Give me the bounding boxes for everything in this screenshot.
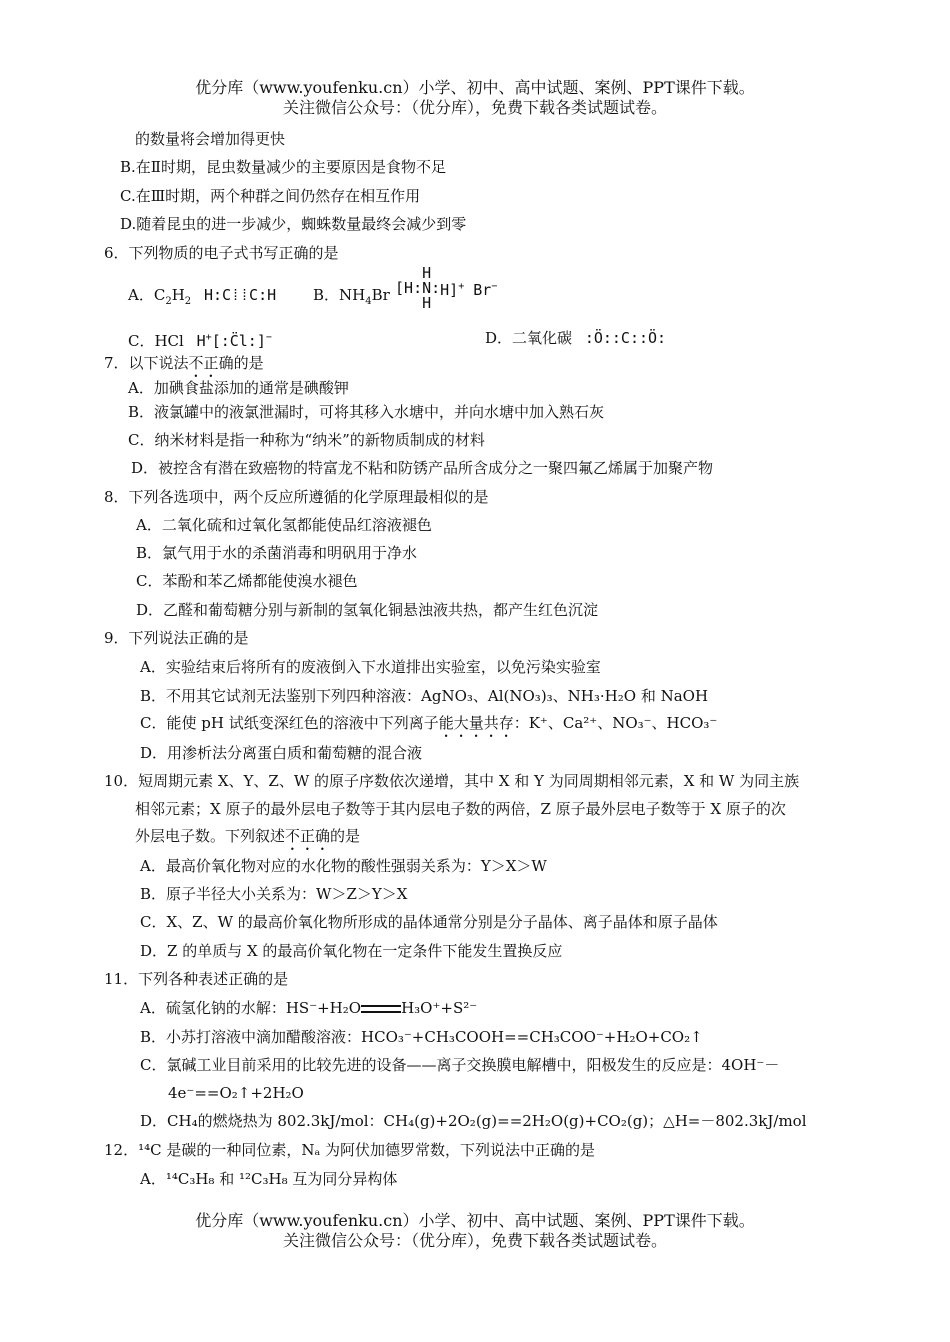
header-line-1: 优分库（www.youfenku.cn）小学、初中、高中试题、案例、PPT课件下载。 (195, 78, 755, 97)
q6-option-d: D．二氧化碳 :Ö::C::Ö: (485, 329, 667, 347)
q6-option-a: A．$C_2H_2$ H:C⁞⁞C:H (128, 286, 277, 307)
q7-option-a: A．加碘食盐添加的通常是碘酸钾 (128, 379, 349, 397)
q8-option-c: C．苯酚和苯乙烯都能使溴水褪色 (136, 572, 358, 590)
q10-stem-line-3: 外层电子数。下列叙述不正确的是 (135, 827, 361, 845)
q8-option-a: A．二氧化硫和过氧化氢都能使品红溶液褪色 (136, 516, 432, 534)
q7-option-b: B．液氯罐中的液氯泄漏时，可将其移入水塘中，并向水塘中加入熟石灰 (128, 403, 605, 421)
q10-stem-line-1: 10．短周期元素 X、Y、Z、W 的原子序数依次递增，其中 X 和 Y 为同周期相邻元素，X 和 W 为同主族 (104, 772, 800, 790)
q6-option-c: C．HCl H+[:C̈l:]− (128, 327, 272, 352)
hcl-electron-formula: H+[:C̈l:]− (196, 332, 272, 350)
q9-option-d: D．用渗析法分离蛋白质和葡萄糖的混合液 (140, 744, 423, 762)
c2h2-electron-formula: H:C⁞⁞C:H (203, 286, 277, 304)
q8-stem: 8．下列各选项中，两个反应所遵循的化学原理最相似的是 (104, 488, 489, 506)
q9-option-b: B．不用其它试剂无法鉴别下列四种溶液：AgNO₃、Al(NO₃)₃、NH₃·H₂O 和 NaOH (140, 687, 709, 705)
q7-option-c: C．纳米材料是指一种称为“纳米”的新物质制成的材料 (128, 431, 485, 449)
q6-option-b: B．$NH_4Br$ (313, 286, 390, 307)
footer-line-2: 关注微信公众号：（优分库），免费下载各类试题试卷。 (282, 1231, 667, 1250)
q11-stem: 11．下列各种表述正确的是 (104, 970, 289, 988)
q7-stem: 7．以下说法不正确的是 (104, 354, 264, 372)
q10-option-c: C．X、Z、W 的最高价氧化物所形成的晶体通常分别是分子晶体、离子晶体和原子晶体 (140, 913, 718, 931)
equilibrium-arrow-icon (361, 1004, 401, 1014)
q10-stem-line-2: 相邻元素；X 原子的最外层电子数等于其内层电子数的两倍，Z 原子最外层电子数等于 X 原子的次 (135, 800, 786, 818)
q8-option-d: D．乙醛和葡萄糖分别与新制的氢氧化铜悬浊液共热，都产生红色沉淀 (136, 601, 599, 619)
q10-option-a: A．最高价氧化物对应的水化物的酸性强弱关系为：Y＞X＞W (140, 857, 547, 875)
q11-option-c-line-1: C．氯碱工业目前采用的比较先进的设备——离子交换膜电解槽中，阳极发生的反应是：4OH⁻－ (140, 1056, 780, 1074)
q9-option-a: A．实验结束后将所有的废液倒入下水道排出实验室，以免污染实验室 (140, 658, 601, 676)
q11-option-a: A．硫氢化钠的水解：HS⁻+H₂O H₃O⁺+S²⁻ (140, 999, 478, 1017)
nh4br-electron-formula: [HH :N: HH]+ Br− (395, 264, 498, 312)
q10-option-b: B．原子半径大小关系为：W＞Z＞Y＞X (140, 885, 408, 903)
q7-option-d: D．被控含有潜在致癌物的特富龙不粘和防锈产品所含成分之一聚四氟乙烯属于加聚产物 (131, 459, 714, 477)
header-line-2: 关注微信公众号：（优分库），免费下载各类试题试卷。 (282, 98, 667, 117)
q6-stem: 6．下列物质的电子式书写正确的是 (104, 244, 339, 262)
q5-option-c: C.在Ⅲ时期，两个种群之间仍然存在相互作用 (120, 187, 421, 205)
co2-electron-formula: :Ö::C::Ö: (584, 329, 667, 347)
q5-option-b: B.在Ⅱ时期，昆虫数量减少的主要原因是食物不足 (120, 158, 446, 176)
q11-option-b: B．小苏打溶液中滴加醋酸溶液：HCO₃⁻+CH₃COOH==CH₃COO⁻+H₂O+CO₂↑ (140, 1028, 703, 1046)
q8-option-b: B．氯气用于水的杀菌消毒和明矾用于净水 (136, 544, 418, 562)
q11-option-d: D．CH₄的燃烧热为 802.3kJ/mol：CH₄(g)+2O₂(g)==2H₂O(g)+CO₂(g)；△H=－802.3kJ/mol (140, 1112, 807, 1130)
q12-option-a: A．¹⁴C₃H₈ 和 ¹²C₃H₈ 互为同分异构体 (140, 1170, 398, 1188)
q9-option-c: C．能使 pH 试纸变深红色的溶液中下列离子能大量共存：K⁺、Ca²⁺、NO₃⁻、HCO₃⁻ (140, 714, 718, 732)
q11-option-c-line-2: 4e⁻==O₂↑+2H₂O (168, 1084, 304, 1102)
q12-stem: 12．¹⁴C 是碳的一种同位素，Nₐ 为阿伏加德罗常数，下列说法中正确的是 (104, 1141, 596, 1159)
q5-option-d: D.随着昆虫的进一步减少，蜘蛛数量最终会减少到零 (120, 215, 467, 233)
q5-continuation: 的数量将会增加得更快 (135, 130, 286, 148)
footer-line-1: 优分库（www.youfenku.cn）小学、初中、高中试题、案例、PPT课件下载。 (195, 1211, 755, 1230)
q10-option-d: D．Z 的单质与 X 的最高价氧化物在一定条件下能发生置换反应 (140, 942, 563, 960)
q9-stem: 9．下列说法正确的是 (104, 629, 249, 647)
